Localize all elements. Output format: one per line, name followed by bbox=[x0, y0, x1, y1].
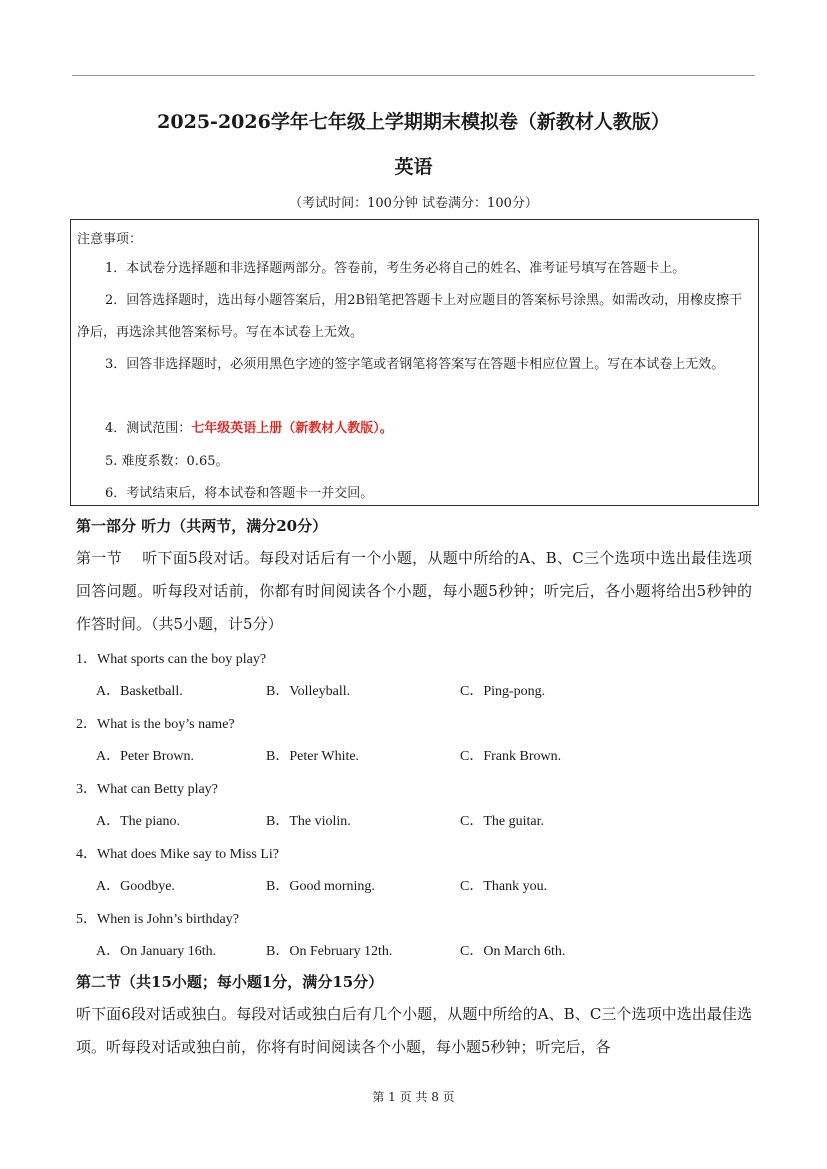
section2-instructions: 听下面6段对话或独白。每段对话或独白后有几个小题，从题中所给的A、B、C三个选项中选出最佳选项。听每段对话或独白前，你将有时间阅读各个小题，每小题5秒钟；听完后，各 bbox=[76, 1005, 752, 1056]
notice-item-2: 2．回答选择题时，选出每小题答案后，用2B铅笔把答题卡上对应题目的答案标号涂黑。如需改动，用橡皮擦干净后，再选涂其他答案标号。写在本试卷上无效。 bbox=[77, 293, 743, 340]
question-5: 5．When is John’s birthday? bbox=[76, 912, 239, 927]
question-1-option-b: B．Volleyball. bbox=[266, 684, 351, 699]
question-2-option-a: A．Peter Brown. bbox=[96, 749, 194, 764]
question-1-option-c: C．Ping-pong. bbox=[460, 684, 546, 699]
notice-item-3: 3．回答非选择题时，必须用黑色字迹的签字笔或者钢笔将答案写在答题卡相应位置上。写在本试卷上无效。 bbox=[105, 357, 725, 372]
test-scope-highlight: 七年级英语上册（新教材人教版） bbox=[191, 421, 380, 436]
notice-item-6: 6．考试结束后，将本试卷和答题卡一并交回。 bbox=[105, 486, 374, 501]
exam-subject: 英语 bbox=[394, 156, 433, 178]
notice-item-4 bbox=[77, 413, 753, 445]
question-2-option-c: C．Frank Brown. bbox=[460, 749, 562, 764]
page-footer: 第 1 页 共 8 页 bbox=[372, 1090, 455, 1104]
question-3-option-c: C．The guitar. bbox=[460, 814, 544, 829]
notice-box bbox=[70, 219, 759, 506]
notice-item-4-prefix: 4．测试范围： bbox=[105, 421, 192, 436]
question-4-option-c: C．Thank you. bbox=[460, 879, 548, 894]
section2-heading: 第二节（共15小题；每小题1分，满分15分） bbox=[76, 973, 384, 991]
exam-meta: （考试时间：100分钟 试卷满分：100分） bbox=[289, 196, 538, 211]
notice-item-1: 1．本试卷分选择题和非选择题两部分。答卷前，考生务必将自己的姓名、准考证号填写在答题卡上。 bbox=[105, 261, 686, 276]
question-3-option-a: A．The piano. bbox=[96, 814, 180, 829]
question-5-option-b: B．On February 12th. bbox=[266, 944, 393, 959]
question-1-option-a: A．Basketball. bbox=[96, 684, 183, 699]
question-2-option-b: B．Peter White. bbox=[266, 749, 360, 764]
question-4-option-b: B．Good morning. bbox=[266, 879, 375, 894]
question-4: 4．What does Mike say to Miss Li? bbox=[76, 847, 279, 862]
notice-title: 注意事项： bbox=[77, 232, 143, 247]
question-3-option-b: B．The violin. bbox=[266, 814, 351, 829]
question-5-option-c: C．On March 6th. bbox=[460, 944, 566, 959]
question-3: 3．What can Betty play? bbox=[76, 782, 218, 797]
part1-heading: 第一部分 听力（共两节，满分20分） bbox=[76, 517, 328, 535]
notice-item-4-suffix: 。 bbox=[379, 421, 393, 436]
section1-instructions: 第一节 听下面5段对话。每段对话后有一个小题，从题中所给的A、B、C三个选项中选出最佳选项回答问题。听每段对话前，你都有时间阅读各个小题，每小题5秒钟；听完后，各小题将给出5秒钟的作答时间。（共5小题，计5分） bbox=[76, 549, 752, 633]
question-5-option-a: A．On January 16th. bbox=[96, 944, 217, 959]
question-4-option-a: A．Goodbye. bbox=[96, 879, 175, 894]
question-2: 2．What is the boy’s name? bbox=[76, 717, 235, 732]
question-1: 1．What sports can the boy play? bbox=[76, 652, 267, 667]
notice-item-5: 5. 难度系数：0.65。 bbox=[105, 454, 229, 469]
exam-title: 2025-2026学年七年级上学期期末模拟卷（新教材人教版） bbox=[157, 111, 670, 133]
header-rule bbox=[72, 75, 755, 76]
